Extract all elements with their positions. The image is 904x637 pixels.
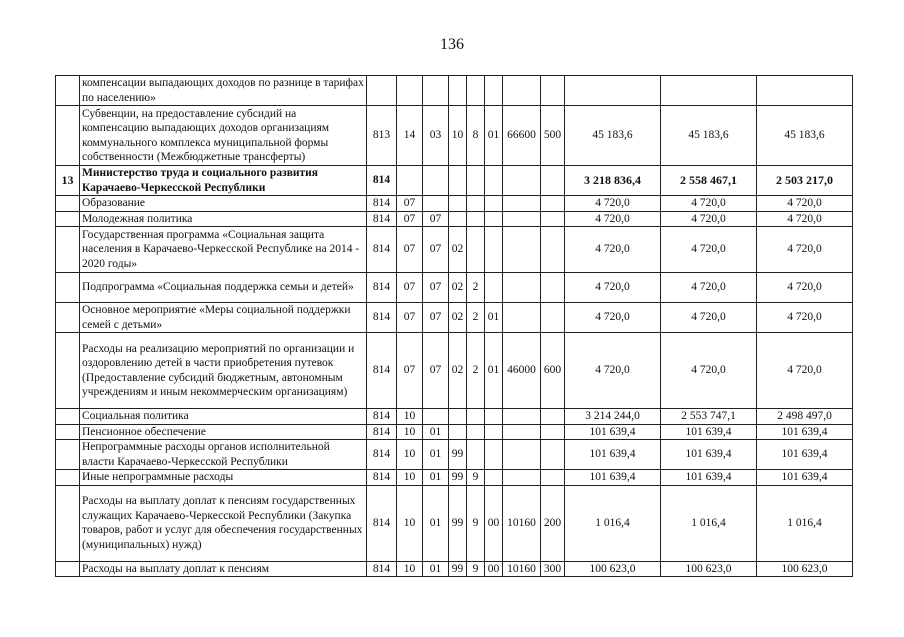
- amount-col-2: 4 720,0: [661, 211, 757, 227]
- row-name: компенсации выпадающих доходов по разнице в тарифах по населению»: [80, 76, 367, 106]
- code-rz: 07: [397, 333, 423, 409]
- code-subprogram: 9: [467, 470, 485, 486]
- code-event: 00: [485, 561, 503, 577]
- code-program: 99: [449, 440, 467, 470]
- amount-col-2: 2 558 467,1: [661, 166, 757, 196]
- row-number: [56, 424, 80, 440]
- code-vr: [541, 470, 565, 486]
- code-program: 99: [449, 561, 467, 577]
- row-number: 13: [56, 166, 80, 196]
- code-event: [485, 166, 503, 196]
- code-vr: 600: [541, 333, 565, 409]
- code-subprogram: [467, 409, 485, 425]
- code-event: 01: [485, 106, 503, 166]
- code-rz: 10: [397, 485, 423, 561]
- code-direction: [503, 424, 541, 440]
- code-event: 01: [485, 333, 503, 409]
- amount-col-2: 100 623,0: [661, 561, 757, 577]
- code-rz: 10: [397, 424, 423, 440]
- code-rz: 10: [397, 440, 423, 470]
- table-row: [56, 303, 853, 333]
- code-vr: 300: [541, 561, 565, 577]
- code-program: 02: [449, 273, 467, 303]
- amount-col-1: 1 016,4: [565, 485, 661, 561]
- code-gr: 814: [367, 333, 397, 409]
- code-gr: 814: [367, 409, 397, 425]
- code-direction: 66600: [503, 106, 541, 166]
- code-pr: [423, 76, 449, 106]
- amount-col-1: 100 623,0: [565, 561, 661, 577]
- code-gr: 814: [367, 470, 397, 486]
- row-name: Расходы на выплату доплат к пенсиям государственных служащих Карачаево-Черкесской Республики (Закупка товаров, работ и услуг для обеспечения государственных (муниципальных) нужд): [80, 485, 367, 561]
- table-row: [56, 409, 853, 425]
- code-pr: 07: [423, 333, 449, 409]
- code-pr: [423, 166, 449, 196]
- code-vr: [541, 424, 565, 440]
- amount-col-2: 45 183,6: [661, 106, 757, 166]
- row-number: [56, 76, 80, 106]
- row-name: Молодежная политика: [80, 211, 367, 227]
- table-row: [56, 440, 853, 470]
- row-name: Непрограммные расходы органов исполнительной власти Карачаево-Черкесской Республики: [80, 440, 367, 470]
- code-pr: 01: [423, 440, 449, 470]
- code-gr: 814: [367, 211, 397, 227]
- code-direction: 46000: [503, 333, 541, 409]
- code-rz: 14: [397, 106, 423, 166]
- table-row: [56, 485, 853, 561]
- code-gr: 814: [367, 303, 397, 333]
- amount-col-1: 4 720,0: [565, 303, 661, 333]
- amount-col-3: 2 503 217,0: [757, 166, 853, 196]
- amount-col-2: 4 720,0: [661, 333, 757, 409]
- code-pr: 07: [423, 273, 449, 303]
- row-number: [56, 561, 80, 577]
- code-gr: 814: [367, 424, 397, 440]
- code-pr: 01: [423, 485, 449, 561]
- amount-col-3: 4 720,0: [757, 333, 853, 409]
- code-event: [485, 424, 503, 440]
- code-pr: 01: [423, 470, 449, 486]
- code-direction: [503, 166, 541, 196]
- amount-col-3: 4 720,0: [757, 196, 853, 212]
- table-row: [56, 333, 853, 409]
- code-gr: 814: [367, 273, 397, 303]
- code-event: [485, 409, 503, 425]
- table-row: [56, 424, 853, 440]
- code-rz: 10: [397, 409, 423, 425]
- row-number: [56, 440, 80, 470]
- code-event: [485, 211, 503, 227]
- code-pr: 07: [423, 211, 449, 227]
- amount-col-1: 101 639,4: [565, 470, 661, 486]
- code-subprogram: [467, 76, 485, 106]
- code-vr: 500: [541, 106, 565, 166]
- row-name: Иные непрограммные расходы: [80, 470, 367, 486]
- code-direction: 10160: [503, 485, 541, 561]
- amount-col-3: 101 639,4: [757, 440, 853, 470]
- code-program: 02: [449, 333, 467, 409]
- code-event: 01: [485, 303, 503, 333]
- code-rz: 07: [397, 303, 423, 333]
- code-subprogram: 2: [467, 273, 485, 303]
- amount-col-3: 4 720,0: [757, 273, 853, 303]
- code-gr: 813: [367, 106, 397, 166]
- code-event: [485, 440, 503, 470]
- amount-col-1: 45 183,6: [565, 106, 661, 166]
- table-row: [56, 561, 853, 577]
- code-program: 99: [449, 485, 467, 561]
- code-rz: 07: [397, 211, 423, 227]
- code-vr: [541, 303, 565, 333]
- code-subprogram: [467, 227, 485, 273]
- amount-col-3: 101 639,4: [757, 470, 853, 486]
- code-vr: [541, 273, 565, 303]
- amount-col-2: 4 720,0: [661, 196, 757, 212]
- code-program: [449, 196, 467, 212]
- row-number: [56, 470, 80, 486]
- code-gr: [367, 76, 397, 106]
- code-vr: [541, 196, 565, 212]
- amount-col-3: 101 639,4: [757, 424, 853, 440]
- amount-col-1: 4 720,0: [565, 333, 661, 409]
- amount-col-3: 1 016,4: [757, 485, 853, 561]
- row-number: [56, 303, 80, 333]
- code-program: [449, 166, 467, 196]
- code-direction: [503, 211, 541, 227]
- amount-col-1: 3 218 836,4: [565, 166, 661, 196]
- code-rz: 10: [397, 470, 423, 486]
- table-row: [56, 211, 853, 227]
- code-pr: 07: [423, 303, 449, 333]
- table-row: [56, 470, 853, 486]
- row-number: [56, 409, 80, 425]
- amount-col-2: 1 016,4: [661, 485, 757, 561]
- table-body: [56, 76, 853, 577]
- row-name: Подпрограмма «Социальная поддержка семьи и детей»: [80, 273, 367, 303]
- code-rz: [397, 166, 423, 196]
- amount-col-1: 101 639,4: [565, 440, 661, 470]
- code-event: [485, 76, 503, 106]
- code-pr: [423, 196, 449, 212]
- row-name: Государственная программа «Социальная защита населения в Карачаево-Черкесской Республике на 2014 - 2020 годы»: [80, 227, 367, 273]
- code-subprogram: 9: [467, 561, 485, 577]
- code-vr: [541, 76, 565, 106]
- code-program: 02: [449, 303, 467, 333]
- code-vr: 200: [541, 485, 565, 561]
- amount-col-3: 45 183,6: [757, 106, 853, 166]
- code-direction: [503, 227, 541, 273]
- code-gr: 814: [367, 227, 397, 273]
- row-name: Образование: [80, 196, 367, 212]
- code-rz: [397, 76, 423, 106]
- amount-col-1: 4 720,0: [565, 211, 661, 227]
- code-program: 02: [449, 227, 467, 273]
- code-subprogram: [467, 166, 485, 196]
- amount-col-3: 4 720,0: [757, 211, 853, 227]
- row-number: [56, 106, 80, 166]
- amount-col-2: 101 639,4: [661, 470, 757, 486]
- code-vr: [541, 227, 565, 273]
- row-number: [56, 211, 80, 227]
- code-program: 10: [449, 106, 467, 166]
- page-number: 136: [440, 36, 464, 53]
- code-direction: [503, 303, 541, 333]
- row-name: Пенсионное обеспечение: [80, 424, 367, 440]
- amount-col-2: 2 553 747,1: [661, 409, 757, 425]
- code-program: [449, 76, 467, 106]
- amount-col-2: 101 639,4: [661, 424, 757, 440]
- code-direction: [503, 409, 541, 425]
- amount-col-3: 2 498 497,0: [757, 409, 853, 425]
- code-pr: 03: [423, 106, 449, 166]
- amount-col-3: 4 720,0: [757, 303, 853, 333]
- code-subprogram: 2: [467, 333, 485, 409]
- table-row: [56, 166, 853, 196]
- code-pr: 07: [423, 227, 449, 273]
- code-gr: 814: [367, 485, 397, 561]
- amount-col-2: 4 720,0: [661, 303, 757, 333]
- code-rz: 07: [397, 227, 423, 273]
- amount-col-1: [565, 76, 661, 106]
- code-event: [485, 196, 503, 212]
- code-direction: [503, 273, 541, 303]
- amount-col-1: 3 214 244,0: [565, 409, 661, 425]
- row-name: Расходы на реализацию мероприятий по организации и оздоровлению детей в части приобретения путевок (Предоставление субсидий бюджетным, автономным учреждениям и иным некоммерческим организациям): [80, 333, 367, 409]
- amount-col-2: 4 720,0: [661, 227, 757, 273]
- table-row: [56, 227, 853, 273]
- code-program: [449, 409, 467, 425]
- code-vr: [541, 166, 565, 196]
- code-direction: [503, 76, 541, 106]
- code-program: [449, 211, 467, 227]
- amount-col-3: [757, 76, 853, 106]
- row-number: [56, 227, 80, 273]
- budget-table: [55, 75, 853, 577]
- amount-col-2: 101 639,4: [661, 440, 757, 470]
- amount-col-1: 4 720,0: [565, 273, 661, 303]
- row-name: Расходы на выплату доплат к пенсиям: [80, 561, 367, 577]
- code-subprogram: [467, 440, 485, 470]
- table-row: [56, 196, 853, 212]
- code-program: [449, 424, 467, 440]
- code-pr: [423, 409, 449, 425]
- code-gr: 814: [367, 196, 397, 212]
- row-name: Социальная политика: [80, 409, 367, 425]
- code-gr: 814: [367, 440, 397, 470]
- row-number: [56, 196, 80, 212]
- code-gr: 814: [367, 561, 397, 577]
- code-vr: [541, 211, 565, 227]
- amount-col-1: 101 639,4: [565, 424, 661, 440]
- code-subprogram: [467, 196, 485, 212]
- code-subprogram: 2: [467, 303, 485, 333]
- row-name: Министерство труда и социального развития Карачаево-Черкесской Республики: [80, 166, 367, 196]
- code-rz: 10: [397, 561, 423, 577]
- row-name: Основное мероприятие «Меры социальной поддержки семей с детьми»: [80, 303, 367, 333]
- table-row: [56, 76, 853, 106]
- row-number: [56, 485, 80, 561]
- code-direction: 10160: [503, 561, 541, 577]
- code-subprogram: [467, 424, 485, 440]
- code-pr: 01: [423, 424, 449, 440]
- code-gr: 814: [367, 166, 397, 196]
- code-direction: [503, 196, 541, 212]
- code-vr: [541, 440, 565, 470]
- table-row: [56, 273, 853, 303]
- code-event: [485, 273, 503, 303]
- code-event: [485, 470, 503, 486]
- code-program: 99: [449, 470, 467, 486]
- amount-col-2: [661, 76, 757, 106]
- code-direction: [503, 470, 541, 486]
- row-number: [56, 333, 80, 409]
- row-name: Субвенции, на предоставление субсидий на компенсацию выпадающих доходов организациям коммунального комплекса муниципальной формы собственности (Межбюджетные трансферты): [80, 106, 367, 166]
- amount-col-3: 4 720,0: [757, 227, 853, 273]
- amount-col-1: 4 720,0: [565, 227, 661, 273]
- code-direction: [503, 440, 541, 470]
- code-vr: [541, 409, 565, 425]
- code-event: 00: [485, 485, 503, 561]
- amount-col-1: 4 720,0: [565, 196, 661, 212]
- code-rz: 07: [397, 196, 423, 212]
- code-pr: 01: [423, 561, 449, 577]
- amount-col-2: 4 720,0: [661, 273, 757, 303]
- amount-col-3: 100 623,0: [757, 561, 853, 577]
- code-event: [485, 227, 503, 273]
- row-number: [56, 273, 80, 303]
- code-subprogram: 8: [467, 106, 485, 166]
- code-rz: 07: [397, 273, 423, 303]
- code-subprogram: [467, 211, 485, 227]
- table-row: [56, 106, 853, 166]
- code-subprogram: 9: [467, 485, 485, 561]
